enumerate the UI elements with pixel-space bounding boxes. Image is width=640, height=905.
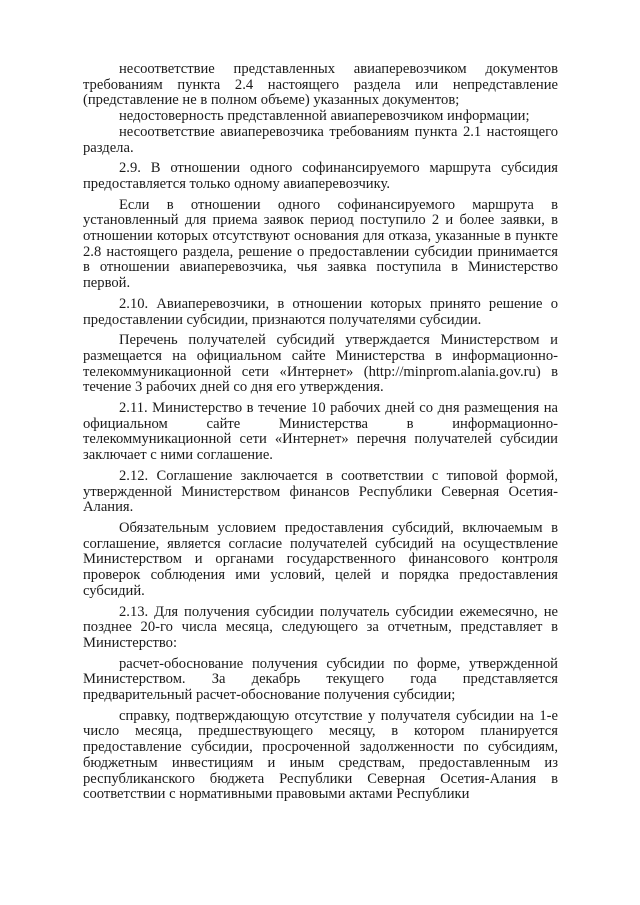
paragraph-2-13: 2.13. Для получения субсидии получатель субсидии ежемесячно, не позднее 20-го числа месяца, следующего за отчетным, представляет в Министерство: bbox=[83, 603, 558, 651]
paragraph-multiple-applications: Если в отношении одного софинансируемого маршрута в установленный для приема заявок период поступило 2 и более заявки, в отношении которых отсутствуют основания для отказа, указанные в пункте 2.8 настоящего раздела, решение о предоставлении субсидии принимается в отношении авиаперевозчика, чья заявка поступила в Министерство первой. bbox=[83, 196, 558, 292]
paragraph-nonconformity-carrier: несоответствие авиаперевозчика требованиям пункта 2.1 настоящего раздела. bbox=[83, 123, 558, 156]
paragraph-2-9: 2.9. В отношении одного софинансируемого маршрута субсидия предоставляется только одному авиаперевозчику. bbox=[83, 160, 558, 192]
paragraph-certificate: справку, подтверждающую отсутствие у получателя субсидии на 1-е число месяца, предшествующего месяцу, в котором планируется предоставление субсидии, просроченной задолженности по субсидиям, бюджетным инвестициям и иным средствам, предоставленным из республиканского бюджета Республики Северная Осетия-Алания в соответствии с нормативными правовыми актами Республики bbox=[83, 707, 558, 803]
paragraph-mandatory-condition: Обязательным условием предоставления субсидий, включаемым в соглашение, является согласие получателей субсидий на осуществление Министерством и органами государственного финансового контроля проверок соблюдения ими условий, целей и порядка предоставления субсидий. bbox=[83, 519, 558, 599]
paragraph-2-11: 2.11. Министерство в течение 10 рабочих дней со дня размещения на официальном сайте Министерства в информационно-телекоммуникационной сети «Интернет» перечня получателей субсидии заключает с ними соглашение. bbox=[83, 400, 558, 464]
paragraph-unreliable-info: недостоверность представленной авиаперевозчиком информации; bbox=[119, 108, 530, 125]
paragraph-nonconformity-docs: несоответствие представленных авиаперевозчиком документов требованиям пункта 2.4 настоящего раздела или непредставление (представление не в полном объеме) указанных документов; bbox=[83, 61, 558, 109]
paragraph-2-12: 2.12. Соглашение заключается в соответствии с типовой формой, утвержденной Министерством финансов Республики Северная Осетия-Алания. bbox=[83, 467, 558, 516]
document-page bbox=[83, 62, 558, 803]
paragraph-calculation: расчет-обоснование получения субсидии по форме, утвержденной Министерством. За декабрь текущего года представляется предварительный расчет-обоснование получения субсидии; bbox=[83, 655, 558, 704]
paragraph-recipients-list: Перечень получателей субсидий утверждается Министерством и размещается на официальном сайте Министерства в информационно-телекоммуникационной сети «Интернет» (http://minprom.alania.gov.ru) в течение 3 рабочих дней со дня его утверждения. bbox=[83, 332, 558, 396]
paragraph-2-10: 2.10. Авиаперевозчики, в отношении которых принято решение о предоставлении субсидии, признаются получателями субсидии. bbox=[83, 295, 558, 328]
